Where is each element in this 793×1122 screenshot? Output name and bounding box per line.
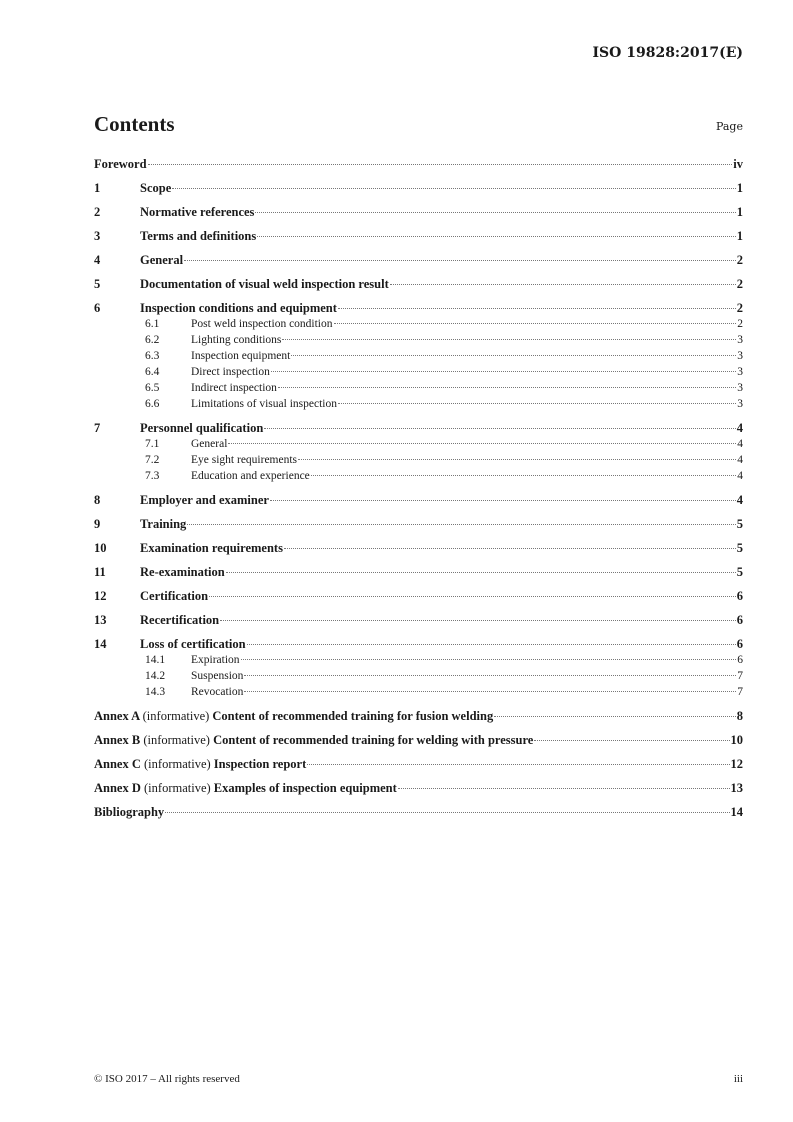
toc-entry-page: 5 [736,565,743,579]
toc-entry-page: 2 [736,277,743,291]
toc-entry-page: 5 [736,541,743,555]
toc-entry[interactable] [94,364,743,380]
toc-entry-title: Certification [140,589,209,603]
toc-entry-number: 2 [94,205,101,219]
toc-entry-page: 1 [736,229,743,243]
toc-entry-title: Inspection conditions and equipment [140,301,337,315]
toc-entry-page: 3 [737,350,743,362]
annex-title: Content of recommended training for fusion welding [212,709,494,723]
dot-leader [220,620,736,621]
toc-entry[interactable] [94,668,743,684]
toc-entry[interactable] [94,588,743,604]
toc-entry-number: 6.6 [145,398,160,410]
toc-entry-number: 1 [94,181,101,195]
toc-entry[interactable] [94,780,743,796]
toc-entry[interactable] [94,420,743,436]
toc-entry[interactable] [94,732,743,748]
toc-entry[interactable] [94,652,743,668]
toc-entry-page: 3 [737,398,743,410]
toc-entry-page: 6 [736,613,743,627]
toc-entry[interactable] [94,436,743,452]
toc-entry-title: Limitations of visual inspection [191,398,337,410]
toc-entry[interactable] [94,684,743,700]
toc-entry-title: Employer and examiner [140,493,269,507]
toc-entry[interactable] [94,300,743,316]
toc-entry-number: 14.1 [145,654,166,666]
dot-leader [226,572,736,573]
toc-entry[interactable] [94,156,743,172]
toc-entry-page: 1 [736,205,743,219]
toc-entry-page: 3 [737,382,743,394]
toc-entry[interactable] [94,332,743,348]
annex-label: Annex A [94,709,140,723]
dot-leader [282,339,736,340]
dot-leader [291,355,736,356]
toc-entry-page: 3 [737,366,743,378]
toc-entry-title: Bibliography [94,805,165,819]
toc-entry[interactable] [94,804,743,820]
toc-entry-page: 6 [736,637,743,651]
toc-entry-number: 6.2 [145,334,160,346]
toc-entry-page: 6 [737,654,743,666]
toc-entry[interactable] [94,516,743,532]
annex-label: Annex D [94,781,141,795]
footer-copyright: © ISO 2017 – All rights reserved [94,1073,240,1085]
page-column-label: Page [715,120,743,133]
toc-entry-page: 4 [737,454,743,466]
toc-entry-title: Re-examination [140,565,225,579]
toc-entry[interactable] [94,756,743,772]
dot-leader [172,188,736,189]
toc-entry[interactable] [94,380,743,396]
toc-entry-page: 1 [736,181,743,195]
dot-leader [148,164,733,165]
toc-entry-number: 8 [94,493,101,507]
standard-designation: ISO 19828:2017(E) [592,45,743,61]
dot-leader [398,788,730,789]
toc-entry[interactable] [94,252,743,268]
toc-entry-title: Training [140,517,187,531]
toc-entry-title: Lighting conditions [191,334,282,346]
dot-leader [311,475,736,476]
dot-leader [255,212,735,213]
dot-leader [165,812,729,813]
toc-entry-title: Suspension [191,670,244,682]
toc-entry-title: General [140,253,184,267]
toc-entry-number: 7.2 [145,454,160,466]
toc-entry-number: 14.2 [145,670,166,682]
toc-entry-page: iv [733,157,743,171]
toc-entry-title: Expiration [191,654,240,666]
dot-leader [270,500,736,501]
dot-leader [187,524,735,525]
toc-entry-page: 2 [736,253,743,267]
toc-entry-title: Education and experience [191,470,310,482]
toc-entry-page: 2 [737,318,743,330]
toc-entry[interactable] [94,452,743,468]
toc-entry-number: 12 [94,589,107,603]
annex-informative: (informative) [142,709,210,723]
toc-entry[interactable] [94,636,743,652]
dot-leader [271,371,736,372]
dot-leader [257,236,736,237]
toc-entry[interactable] [94,468,743,484]
toc-entry-title: Inspection equipment [191,350,291,362]
page-title: Contents [94,112,175,136]
toc-entry-title: Documentation of visual weld inspection result [140,277,389,291]
toc-entry-title: Loss of certification [140,637,246,651]
annex-title: Content of recommended training for welding with pressure [213,733,534,747]
dot-leader [390,284,736,285]
toc-entry-title: Scope [140,181,172,195]
toc-entry-title: Personnel qualification [140,421,264,435]
toc-entry[interactable] [94,708,743,724]
toc-entry-number: 6.1 [145,318,160,330]
toc-entry-number: 6.3 [145,350,160,362]
dot-leader [264,428,735,429]
dot-leader [334,323,737,324]
toc-entry-title: Terms and definitions [140,229,257,243]
toc-entry-number: 6 [94,301,101,315]
dot-leader [247,644,736,645]
toc-entry[interactable] [94,348,743,364]
toc-entry-page: 8 [736,709,743,723]
toc-entry[interactable] [94,180,743,196]
annex-label: Annex C [94,757,141,771]
toc-entry-title: Examination requirements [140,541,283,555]
toc-entry-page: 10 [730,733,743,747]
footer-page-number: iii [733,1073,743,1085]
toc-entry-number: 3 [94,229,101,243]
dot-leader [209,596,736,597]
toc-entry[interactable] [94,492,743,508]
toc-entry-page: 7 [737,686,743,698]
toc-entry-title [94,708,493,724]
toc-entry-page: 5 [736,517,743,531]
toc-entry[interactable] [94,204,743,220]
toc-entry-number: 9 [94,517,101,531]
annex-informative: (informative) [143,733,210,747]
dot-leader [244,691,736,692]
toc-entry-number: 7.1 [145,438,160,450]
toc-entry-number: 11 [94,565,106,579]
toc-entry[interactable] [94,228,743,244]
dot-leader [184,260,736,261]
toc-entry-title: General [191,438,228,450]
toc-entry-title: Foreword [94,157,147,171]
annex-label: Annex B [94,733,141,747]
toc-entry-page: 13 [730,781,743,795]
toc-entry-title: Post weld inspection condition [191,318,333,330]
toc-entry-title [94,756,306,772]
dot-leader [494,716,736,717]
dot-leader [284,548,736,549]
toc-entry-page: 2 [736,301,743,315]
toc-entry-title: Eye sight requirements [191,454,298,466]
toc-entry-page: 4 [737,438,743,450]
toc-entry-title: Revocation [191,686,244,698]
toc-entry-page: 4 [736,493,743,507]
annex-title: Inspection report [213,757,307,771]
toc-entry-page: 14 [730,805,743,819]
toc-entry-page: 12 [730,757,743,771]
dot-leader [241,659,737,660]
toc-entry-number: 13 [94,613,107,627]
toc-entry-title: Direct inspection [191,366,270,378]
toc-entry-number: 4 [94,253,101,267]
toc-entry-number: 7.3 [145,470,160,482]
dot-leader [534,740,729,741]
annex-informative: (informative) [144,781,211,795]
toc-entry-title: Recertification [140,613,220,627]
annex-title: Examples of inspection equipment [213,781,397,795]
toc-entry[interactable] [94,564,743,580]
toc-entry-title [94,780,397,796]
toc-entry-number: 5 [94,277,101,291]
toc-entry-number: 14.3 [145,686,166,698]
toc-entry-title [94,732,533,748]
toc-entry[interactable] [94,396,743,412]
toc-entry-number: 10 [94,541,107,555]
dot-leader [278,387,736,388]
toc-entry-number: 6.4 [145,366,160,378]
toc-entry-page: 4 [737,470,743,482]
toc-entry-page: 3 [737,334,743,346]
dot-leader [338,308,736,309]
toc-entry-title: Normative references [140,205,255,219]
toc-entry-title: Indirect inspection [191,382,277,394]
dot-leader [338,403,736,404]
toc-entry-page: 7 [737,670,743,682]
annex-informative: (informative) [144,757,211,771]
dot-leader [228,443,736,444]
toc-entry-page: 4 [736,421,743,435]
toc-entry-number: 6.5 [145,382,160,394]
dot-leader [307,764,729,765]
toc-entry[interactable] [94,540,743,556]
toc-entry[interactable] [94,612,743,628]
toc-entry[interactable] [94,316,743,332]
toc-entry[interactable] [94,276,743,292]
dot-leader [298,459,736,460]
dot-leader [244,675,736,676]
toc-entry-number: 14 [94,637,107,651]
table-of-contents [94,156,743,820]
toc-entry-page: 6 [736,589,743,603]
toc-entry-number: 7 [94,421,101,435]
